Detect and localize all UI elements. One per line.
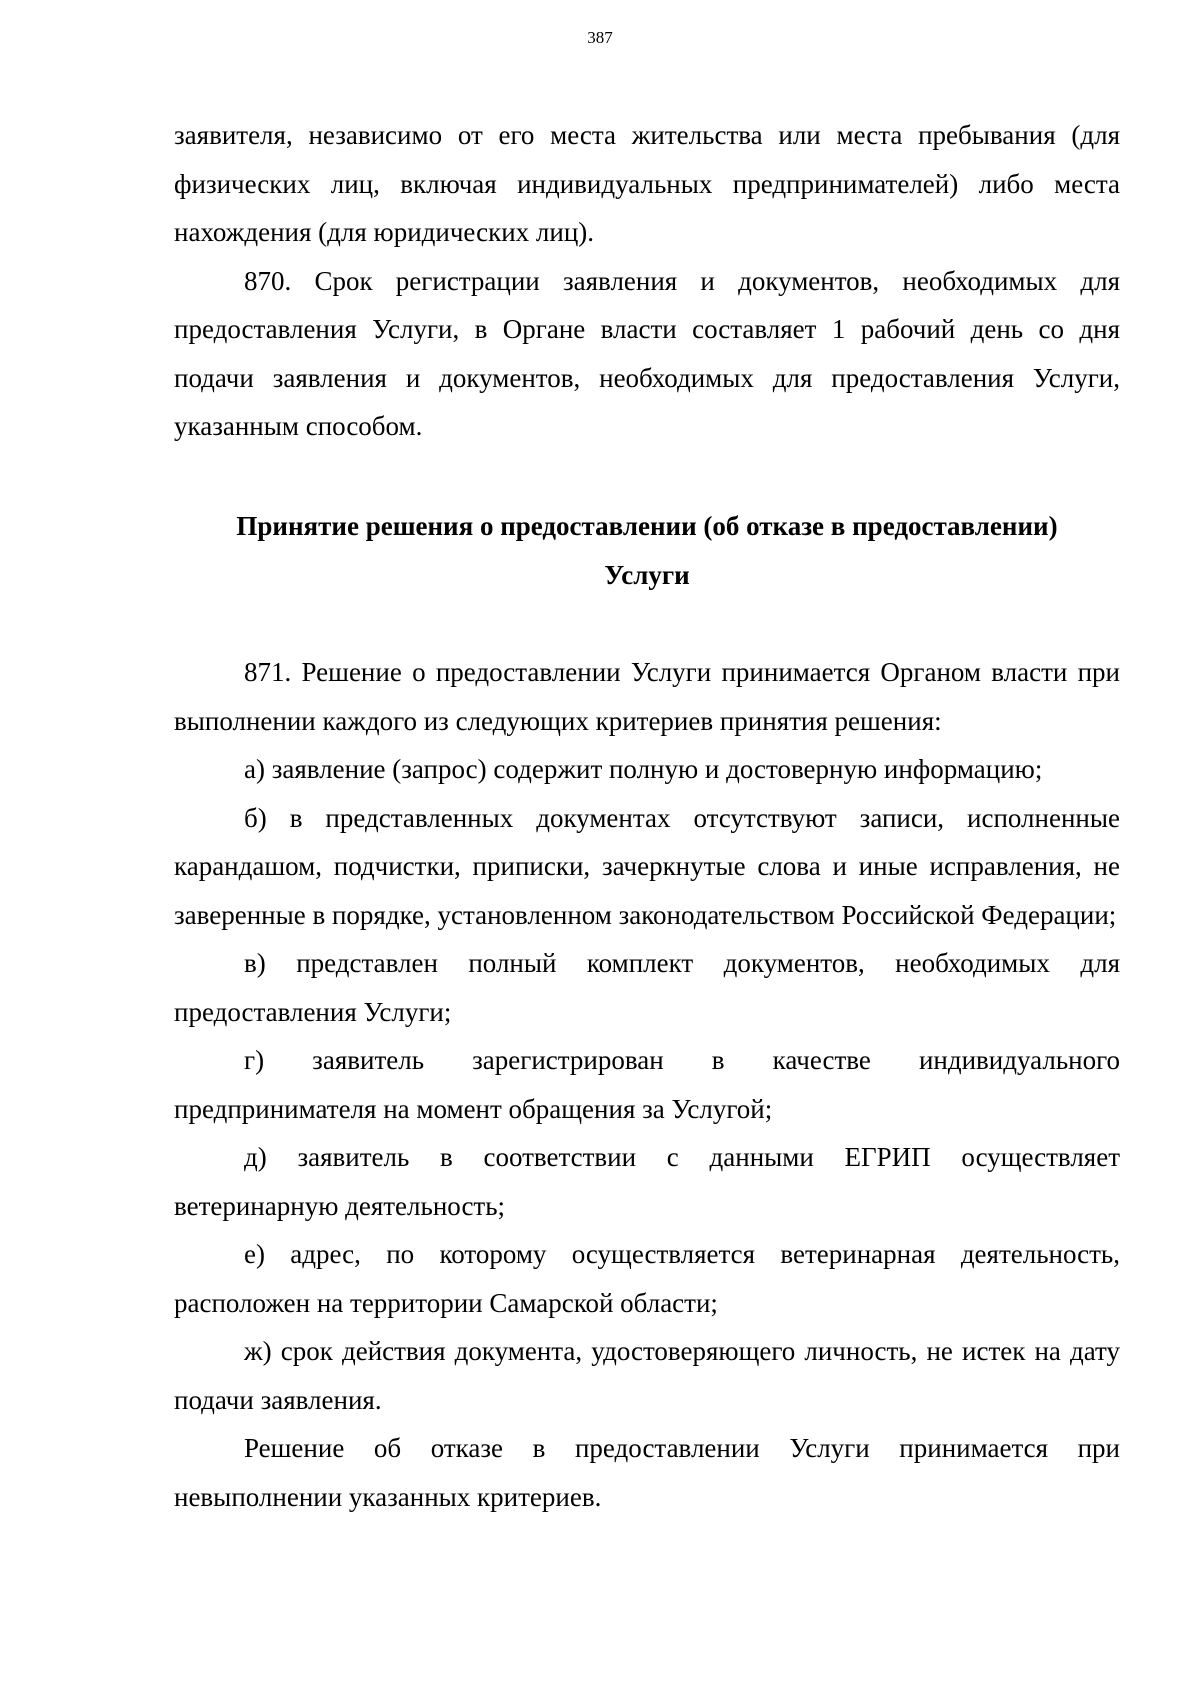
- paragraph-871: 871. Решение о предоставлении Услуги принимается Органом власти при выполнении каждого из следующих критериев принятия решения:: [174, 657, 1120, 736]
- criteria-block: [174, 648, 1120, 1521]
- criterion-zh: ж) срок действия документа, удостоверяющего личность, не истек на дату подачи заявления.: [174, 1336, 1120, 1415]
- paragraph-continuation: заявителя, независимо от его места жительства или места пребывания (для физических лиц, включая индивидуальных предпринимателей) либо места нахождения (для юридических лиц).: [174, 120, 1120, 247]
- criterion-e: е) адрес, по которому осуществляется ветеринарная деятельность, расположен на территории Самарской области;: [174, 1239, 1120, 1318]
- page-number: 387: [587, 28, 613, 47]
- criterion-d: д) заявитель в соответствии с данными ЕГРИП осуществляет ветеринарную деятельность;: [174, 1142, 1120, 1221]
- section-heading-block: [174, 502, 1120, 599]
- criterion-g: г) заявитель зарегистрирован в качестве индивидуального предпринимателя на момент обращения за Услугой;: [174, 1045, 1120, 1124]
- paragraph-refusal: Решение об отказе в предоставлении Услуги принимается при невыполнении указанных критериев.: [174, 1433, 1120, 1512]
- paragraph-870: 870. Срок регистрации заявления и документов, необходимых для предоставления Услуги, в Органе власти составляет 1 рабочий день со дня подачи заявления и документов, необходимых для предоставления Услуги, указанным способом.: [174, 265, 1120, 441]
- section-heading-line1: Принятие решения о предоставлении (об отказе в предоставлении): [236, 511, 1058, 541]
- intro-block: [174, 111, 1120, 451]
- criterion-a: а) заявление (запрос) содержит полную и достоверную информацию;: [244, 754, 1043, 784]
- criterion-v: в) представлен полный комплект документов, необходимых для предоставления Услуги;: [174, 948, 1120, 1027]
- section-heading-line2: Услуги: [604, 559, 690, 590]
- criterion-b: б) в представленных документах отсутствуют записи, исполненные карандашом, подчистки, приписки, зачеркнутые слова и иные исправления, не заверенные в порядке, установленном законодательством Российской Федерации;: [174, 802, 1120, 930]
